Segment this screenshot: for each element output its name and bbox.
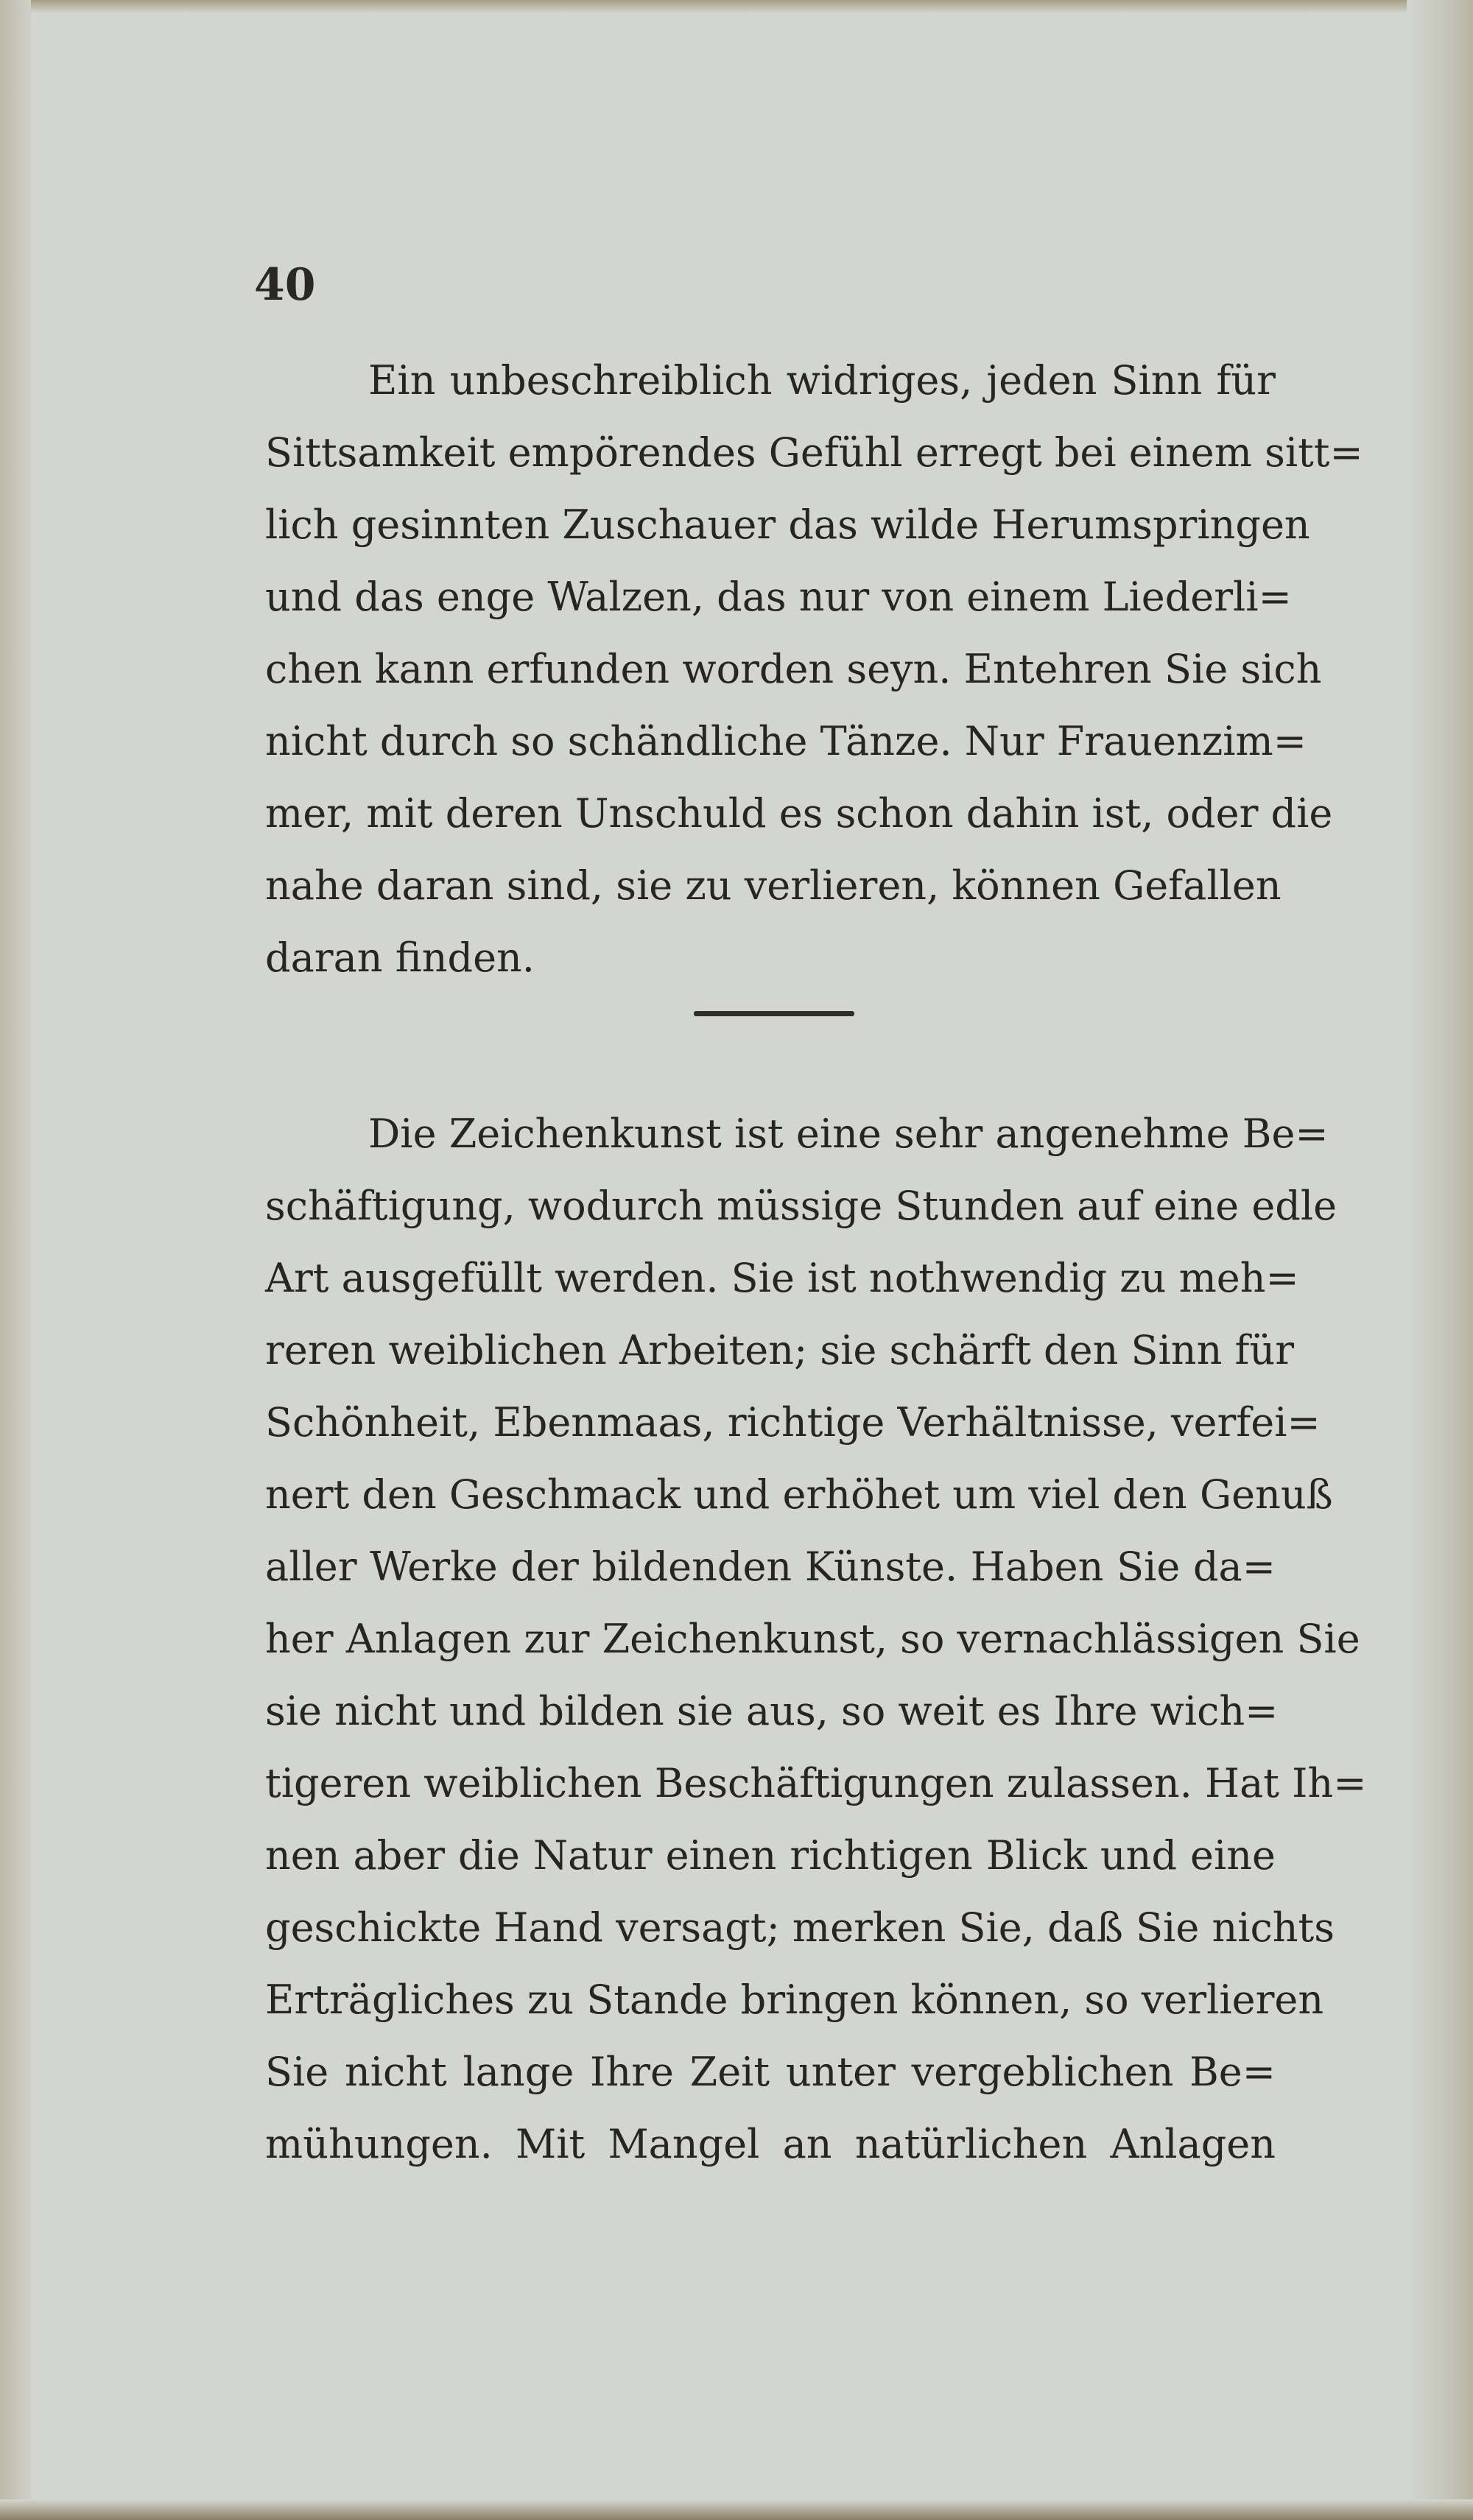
text-line: Art ausgefüllt werden. Sie ist nothwendig zu meh= [265,1255,1299,1301]
text-line: sie nicht und bilden sie aus, so weit es Ihre wich= [265,1688,1279,1734]
text-line: tigeren weiblichen Beschäftigungen zulassen. Hat Ih= [265,1760,1367,1806]
text-line: schäftigung, wodurch müssige Stunden auf eine edle [265,1183,1337,1229]
text-line: nert den Geschmack und erhöhet um viel den Genuß [265,1471,1333,1518]
text-line: nahe daran sind, sie zu verlieren, können Gefallen [265,862,1282,909]
section-divider [694,1011,854,1016]
page-right-edge [1407,0,1473,2520]
text-line: mühungen. Mit Mangel an natürlichen Anlagen [265,2121,1276,2167]
paragraph-drawing [265,1098,1367,2181]
text-line: Schönheit, Ebenmaas, richtige Verhältnisse, verfei= [265,1399,1321,1446]
text-line: mer, mit deren Unschuld es schon dahin ist, oder die [265,790,1333,837]
text-line: reren weiblichen Arbeiten; sie schärft den Sinn für [265,1327,1295,1373]
text-line: aller Werke der bildenden Künste. Haben Sie da= [265,1544,1276,1590]
page-bottom-edge [0,2499,1473,2520]
text-line: Sie nicht lange Ihre Zeit unter vergeblichen Be= [265,2049,1276,2095]
text-line: daran finden. [265,935,535,981]
paragraph-dance [265,345,1363,994]
page-top-edge [0,0,1473,13]
text-line: lich gesinnten Zuschauer das wilde Herumspringen [265,501,1310,548]
text-line: Sittsamkeit empörendes Gefühl erregt bei einem sitt= [265,429,1363,476]
page-number: 40 [254,259,316,311]
text-line: nicht durch so schändliche Tänze. Nur Frauenzim= [265,718,1307,764]
text-line: und das enge Walzen, das nur von einem Liederli= [265,574,1292,620]
text-line: Die Zeichenkunst ist eine sehr angenehme Be= [368,1111,1329,1157]
text-line: Ein unbeschreiblich widriges, jeden Sinn für [368,357,1276,404]
text-line: her Anlagen zur Zeichenkunst, so vernachlässigen Sie [265,1616,1360,1662]
text-line: chen kann erfunden worden seyn. Entehren Sie sich [265,646,1322,692]
text-line: geschickte Hand versagt; merken Sie, daß Sie nichts [265,1904,1335,1951]
page-left-edge [0,0,31,2520]
text-line: nen aber die Natur einen richtigen Blick und eine [265,1832,1276,1879]
text-line: Erträgliches zu Stande bringen können, so verlieren [265,1977,1324,2023]
